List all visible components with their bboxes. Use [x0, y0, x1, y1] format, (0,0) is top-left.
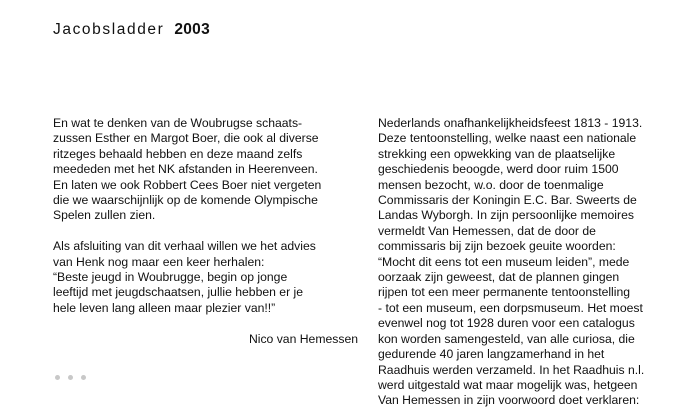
- text-line: En wat te denken van de Woubrugse schaats-: [53, 116, 303, 130]
- text-line: die we waarschijnlijk op de komende Olympische: [53, 193, 318, 208]
- text-line: hele leven lang alleen maar plezier van!!”: [53, 300, 276, 315]
- text-line: Raadhuis werden verzameld. In het Raadhuis n.l.: [378, 362, 645, 377]
- text-line: leeftijd met jeugdschaatsen, jullie hebben er je: [53, 285, 304, 300]
- text-line: Als afsluiting van dit verhaal willen we het advies: [53, 239, 316, 254]
- text-line: “Beste jeugd in Woubrugge, begin op jonge: [53, 270, 288, 285]
- text-line: van Henk nog maar een keer herhalen:: [53, 254, 265, 269]
- text-line: ritzeges behaald hebben en deze maand zelfs: [53, 146, 303, 161]
- dot: [68, 375, 73, 380]
- dot: [81, 375, 86, 380]
- text-line: strekking een opwekking van de plaatselijke: [378, 146, 616, 161]
- text-line: gedurende 40 jaren langzamerhand in het: [378, 347, 605, 362]
- text-line: meededen met het NK afstanden in Heerenveen.: [53, 162, 318, 177]
- text-line: mensen bezocht, w.o. door de toenmalige: [378, 177, 604, 192]
- text-line: Commissaris der Koningin E.C. Bar. Sweerts de: [378, 193, 637, 208]
- text-line: zussen Esther en Margot Boer, die ook al diverse: [53, 131, 319, 146]
- three-dots-icon: [55, 375, 86, 380]
- text-line: commissaris bij zijn bezoek geuite woorden:: [378, 239, 616, 254]
- text-line: oorzaak zijn geweest, dat de plannen gingen: [378, 270, 620, 285]
- text-line: evenwel nog tot 1928 duren voor een catalogus: [378, 316, 635, 331]
- text-line: vermeldt Van Hemessen, dat de door de: [378, 223, 596, 238]
- text-line: geschiedenis beoogde, werd door ruim 1500: [378, 162, 619, 177]
- page-header: [53, 21, 210, 39]
- text-line: Nederlands onafhankelijkheidsfeest 1813 - 1913.: [378, 116, 643, 130]
- paragraph-advies: [53, 239, 358, 316]
- publication-title: Jacobsladder: [53, 21, 165, 38]
- text-line: rijpen tot een meer permanente tentoonstelling: [378, 285, 631, 300]
- text-line: kon worden samengesteld, van alle curiosa, die: [378, 331, 635, 346]
- paragraph-schaatszussen: [53, 116, 358, 224]
- publication-year: 2003: [174, 21, 211, 38]
- left-column: [53, 116, 358, 348]
- author-signature: Nico van Hemessen: [248, 332, 358, 347]
- text-line: Spelen zullen zien.: [53, 208, 156, 223]
- text-line: Van Hemessen in zijn voorwoord doet verklaren:: [378, 393, 640, 408]
- text-line: En laten we ook Robbert Cees Boer niet vergeten: [53, 177, 322, 192]
- text-line: “Mocht dit eens tot een museum leiden”, mede: [378, 254, 630, 269]
- text-line: werd uitgestald wat maar mogelijk was, hetgeen: [378, 377, 638, 392]
- right-column: [378, 116, 700, 409]
- text-line: - tot een museum, een dorpsmuseum. Het moest: [378, 300, 643, 315]
- text-line: Deze tentoonstelling, welke naast een nationale: [378, 131, 637, 146]
- text-line: Landas Wyborgh. In zijn persoonlijke memoires: [378, 208, 634, 223]
- paragraph-gap: [53, 224, 358, 239]
- dot: [55, 375, 60, 380]
